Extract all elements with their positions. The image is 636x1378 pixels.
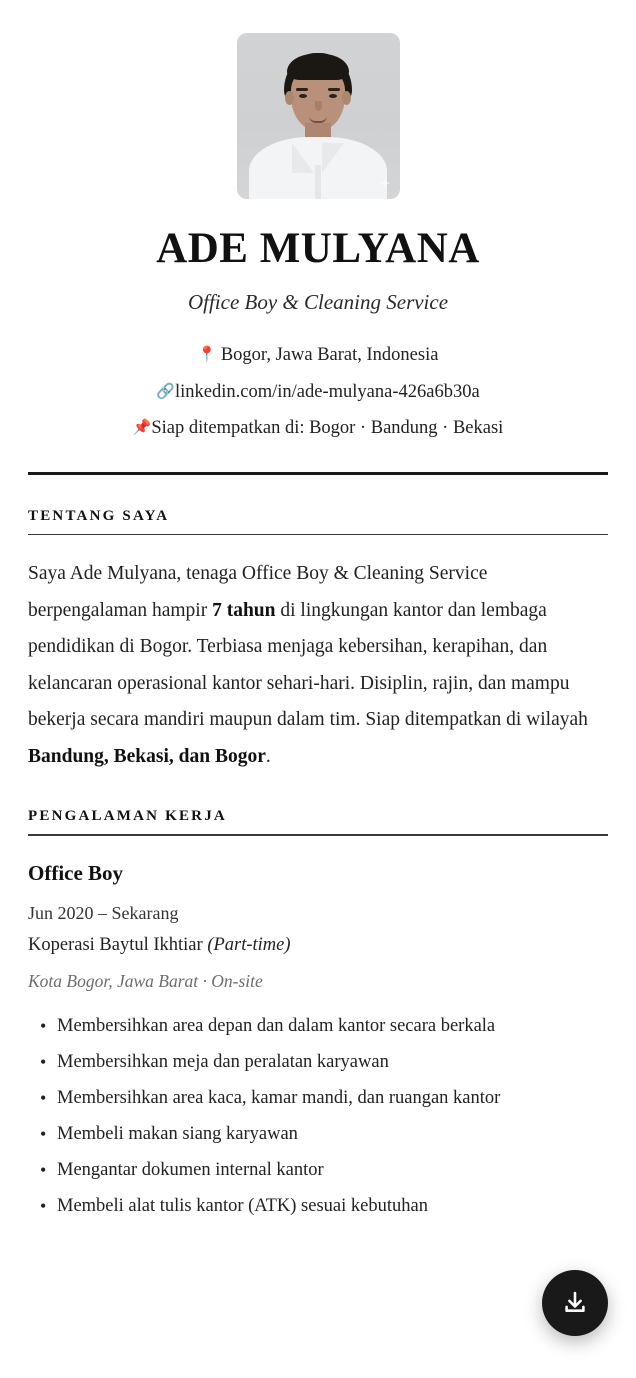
contact-placement-text: Siap ditempatkan di: Bogor · Bandung · Bekasi: [151, 418, 504, 439]
contact-list: [0, 337, 636, 447]
experience-location-meta: Kota Bogor, Jawa Barat · On-site: [28, 971, 263, 992]
list-item: • Membeli alat tulis kantor (ATK) sesuai kebutuhan: [28, 1188, 608, 1224]
experience-employment-type: (Part-time): [207, 935, 291, 956]
contact-linkedin-text[interactable]: linkedin.com/in/ade-mulyana-426a6b30a: [175, 381, 480, 402]
section-pengalaman-kerja: [28, 808, 608, 1224]
link-icon: 🔗: [156, 381, 176, 400]
portrait-eye-right: [329, 94, 337, 98]
contact-location-text: Bogor, Jawa Barat, Indonesia: [220, 345, 439, 366]
section-rule-pengalaman-kerja: [28, 834, 608, 836]
list-item: • Mengantar dokumen internal kantor: [28, 1152, 608, 1188]
download-icon: [561, 1289, 589, 1317]
page-title: ADE MULYANA: [156, 225, 480, 272]
experience-item: [28, 861, 608, 1224]
section-rule-tentang-saya: [28, 534, 608, 536]
about-text-part3: .: [265, 745, 271, 767]
download-button[interactable]: [542, 1270, 608, 1336]
sparkle-watermark-icon: [379, 177, 391, 189]
portrait-ear-left: [285, 91, 294, 105]
experience-company-name: Koperasi Baytul Ikhtiar: [28, 935, 208, 956]
experience-job-title: Office Boy: [28, 860, 124, 885]
portrait-ear-right: [342, 91, 351, 105]
about-highlight-years: 7 tahun: [212, 599, 276, 621]
profile-photo-container: [0, 0, 636, 199]
about-text-part1: Saya Ade Mulyana, tenaga Office Boy & Cleaning Service berpengalaman hampir: [28, 563, 488, 621]
list-item: • Membersihkan meja dan peralatan karyawan: [28, 1044, 608, 1080]
list-item: • Membeli makan siang karyawan: [28, 1116, 608, 1152]
experience-dates: Jun 2020 – Sekarang: [28, 903, 179, 924]
about-highlight-regions: Bandung, Bekasi, dan Bogor: [28, 745, 266, 767]
contact-location: [0, 337, 636, 374]
job-role-subtitle: Office Boy & Cleaning Service: [187, 290, 449, 315]
section-title-pengalaman-kerja: PENGALAMAN KERJA: [28, 808, 227, 825]
experience-company: [28, 932, 608, 958]
about-text-part2: di lingkungan kantor dan lembaga pendidikan di Bogor. Terbiasa menjaga kebersihan, kerapihan, dan kelancaran operasional kantor sehari-hari. Disiplin, rajin, dan mampu bekerja secara mandiri maupun dalam tim. Siap ditempatkan di wilayah: [28, 599, 588, 731]
header-divider: [28, 472, 608, 475]
section-tentang-saya: [28, 508, 608, 776]
portrait-eye-left: [299, 94, 307, 98]
profile-photo: [237, 33, 400, 199]
portrait-hair-front: [287, 54, 349, 80]
experience-bullet-list: [28, 1008, 608, 1224]
section-title-tentang-saya: TENTANG SAYA: [28, 507, 170, 524]
portrait-collar-right: [322, 143, 344, 173]
list-item: • Membersihkan area kaca, kamar mandi, dan ruangan kantor: [28, 1080, 608, 1116]
portrait-shirt-placket: [315, 165, 321, 199]
contact-placement: [0, 410, 636, 447]
location-pin-icon: 📍: [197, 345, 217, 364]
contact-linkedin[interactable]: [0, 374, 636, 411]
about-paragraph: [28, 556, 608, 775]
portrait-brow-right: [328, 88, 340, 91]
pushpin-icon: 📌: [132, 418, 152, 437]
list-item: • Membersihkan area depan dan dalam kantor secara berkala: [28, 1008, 608, 1044]
portrait-collar-left: [292, 143, 314, 173]
portrait-brow-left: [296, 88, 308, 91]
portrait-nose: [315, 101, 322, 111]
